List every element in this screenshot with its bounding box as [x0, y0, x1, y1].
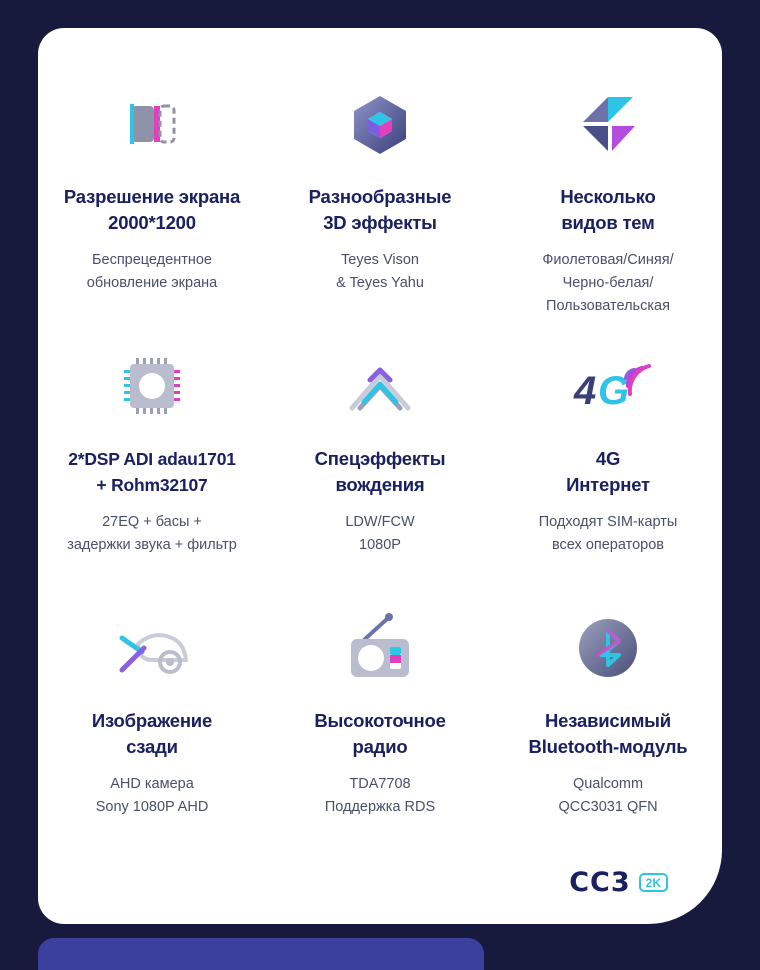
- feature-title: Разнообразные 3D эффекты: [308, 186, 452, 233]
- feature-desc: TDA7708 Поддержка RDS: [324, 776, 436, 815]
- feature-desc: Фиолетовая/Синяя/ Черно-белая/ Пользовательская: [542, 252, 674, 314]
- logo-text: CC3: [569, 867, 631, 898]
- feature-card: [38, 28, 722, 924]
- feature-item: [38, 324, 266, 586]
- feature-title: 2*DSP ADI adau1701 + Rohm32107: [68, 449, 236, 495]
- feature-title: Независимый Bluetooth-модуль: [528, 710, 688, 757]
- bottom-strip: [38, 938, 484, 970]
- feature-item: [494, 62, 722, 324]
- dsp-chip-icon: [110, 338, 194, 434]
- feature-grid: [38, 62, 722, 848]
- feature-desc: LDW/FCW 1080P: [345, 514, 415, 553]
- feature-desc: Подходят SIM-карты всех операторов: [538, 514, 678, 553]
- feature-item: [494, 324, 722, 586]
- feature-title: Спецэффекты вождения: [314, 448, 446, 495]
- feature-item: [266, 324, 494, 586]
- radio-icon: [335, 600, 425, 696]
- themes-icon: [565, 76, 651, 172]
- feature-item: [266, 62, 494, 324]
- 4g-network-icon: [560, 338, 656, 434]
- feature-desc: Беспрецедентное обновление экрана: [86, 252, 218, 291]
- logo-badge: 2K: [639, 873, 668, 892]
- feature-title: Высокоточное радио: [314, 710, 446, 757]
- feature-item: [494, 586, 722, 848]
- feature-title: Несколько видов тем: [560, 186, 656, 233]
- feature-desc: Teyes Vison & Teyes Yahu: [336, 252, 424, 291]
- feature-title: Разрешение экрана 2000*1200: [63, 186, 241, 233]
- feature-title: 4G Интернет: [566, 448, 650, 495]
- feature-item: [266, 586, 494, 848]
- feature-desc: Qualcomm QCC3031 QFN: [558, 776, 658, 815]
- rear-camera-icon: [102, 600, 202, 696]
- feature-item: [38, 62, 266, 324]
- 3d-cube-icon: [340, 76, 420, 172]
- feature-item: [38, 586, 266, 848]
- feature-title: Изображение сзади: [91, 710, 213, 757]
- svg-text:4: 4: [574, 369, 597, 413]
- product-logo: [569, 867, 668, 898]
- screen-resolution-icon: [112, 76, 192, 172]
- svg-text:G: G: [598, 369, 630, 413]
- bluetooth-icon: [565, 600, 651, 696]
- feature-desc: AHD камера Sony 1080P AHD: [95, 776, 209, 815]
- feature-desc: 27EQ + басы + задержки звука + фильтр: [67, 514, 237, 553]
- driving-effects-icon: [330, 338, 430, 434]
